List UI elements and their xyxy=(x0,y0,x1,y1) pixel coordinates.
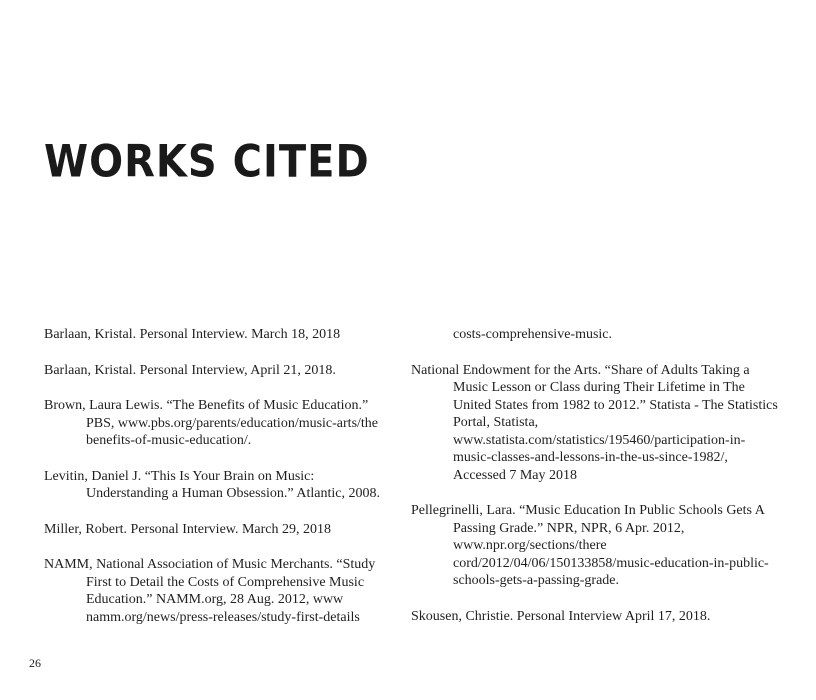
citation-entry: Brown, Laura Lewis. “The Benefits of Music Education.” PBS, www.pbs.org/parents/education/music-arts/the benefits-of-music-education/. xyxy=(44,398,379,448)
works-cited-right-column xyxy=(411,326,781,643)
citation-entry: Barlaan, Kristal. Personal Interview. March 18, 2018 xyxy=(44,327,341,342)
citation-entry: NAMM, National Association of Music Merchants. “Study First to Detail the Costs of Comprehensive Music Education.” NAMM.org, 28 Aug. 2012, www namm.org/news/press-releases/study-first-details xyxy=(44,557,376,625)
page-title: WORKS CITED xyxy=(44,136,370,188)
citation-entry: Miller, Robert. Personal Interview. March 29, 2018 xyxy=(44,521,332,537)
works-cited-left-column xyxy=(44,326,398,644)
citation-entry: Levitin, Daniel J. “This Is Your Brain on Music: Understanding a Human Obsession.” Atlantic, 2008. xyxy=(44,468,380,501)
citation-entry: Skousen, Christie. Personal Interview April 17, 2018. xyxy=(411,608,711,624)
page-number: 26 xyxy=(29,656,41,670)
citation-entry: National Endowment for the Arts. “Share of Adults Taking a Music Lesson or Class during Their Lifetime in The United States from 1982 to 2012.” Statista - The Statistics Portal, Statista, www.statista.com/statistics/195460/participation-in-music-classes-and-lessons-in-the-us-since-1982/, Accessed 7 May 2018 xyxy=(411,362,778,483)
citation-entry: Pellegrinelli, Lara. “Music Education In Public Schools Gets A Passing Grade.” NPR, NPR, 6 Apr. 2012, www.npr.org/sections/there cord/2012/04/06/150133858/music-education-in-public-schools-gets-a-passing-grade. xyxy=(411,503,769,588)
citation-entry: Barlaan, Kristal. Personal Interview, April 21, 2018. xyxy=(44,362,336,378)
citation-continuation: costs-comprehensive-music. xyxy=(453,327,613,342)
